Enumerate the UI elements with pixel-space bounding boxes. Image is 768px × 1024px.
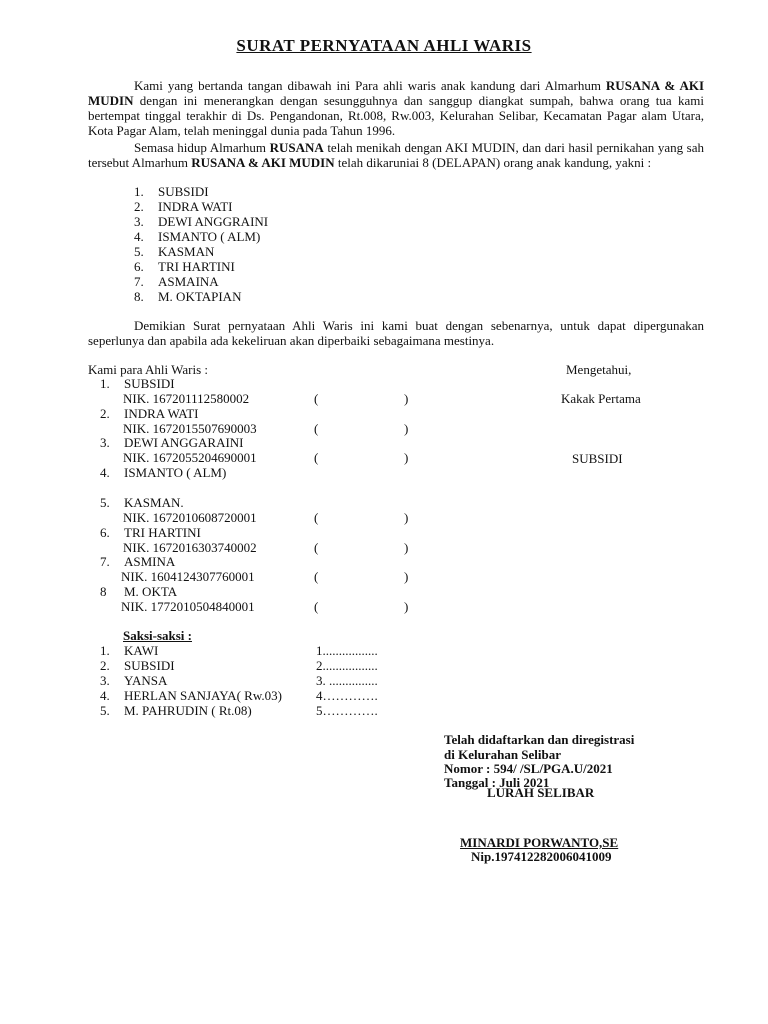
sig-open: ( (314, 540, 319, 555)
registration-line-1: Telah didaftarkan dan diregistrasi (444, 732, 635, 747)
heir-name-row: 3. DEWI ANGGARAINI (100, 435, 244, 450)
registration-number: Nomor : 594/ /SL/PGA.U/2021 (444, 761, 613, 776)
witness-heading: Saksi-saksi : (123, 628, 192, 643)
list-item: 7. ASMAINA (134, 274, 219, 289)
heir-name-row: 4. ISMANTO ( ALM) (100, 465, 227, 480)
closing-paragraph: Demikian Surat pernyataan Ahli Waris ini kami buat dengan sebenarnya, untuk dapat dipergunakan seperlunya dan apabila ada kekeliruan akan diperbaiki sebagaimana mestinya. (88, 318, 704, 348)
sig-open: ( (314, 599, 319, 614)
sig-close: ) (404, 391, 409, 406)
list-item: 1. SUBSIDI (134, 184, 209, 199)
heir-nik: NIK. 1672010608720001 (123, 510, 257, 525)
opening-paragraph (88, 78, 704, 138)
list-item: 2. INDRA WATI (134, 199, 233, 214)
list-item: 3. DEWI ANGGRAINI (134, 214, 269, 229)
marriage-text-a: Semasa hidup Almarhum (134, 140, 270, 155)
lurah-title: LURAH SELIBAR (487, 785, 595, 800)
registration-line-2: di Kelurahan Selibar (444, 747, 562, 762)
list-item: 6. TRI HARTINI (134, 259, 235, 274)
witness-row: 3. YANSA (100, 673, 168, 688)
registration-date: Tanggal : Juli 2021 (444, 775, 550, 790)
heir-name-row: 5. KASMAN. (100, 495, 184, 510)
witness-signature-line: 5…………. (316, 703, 378, 718)
sig-open: ( (314, 569, 319, 584)
official-nip: Nip.197412282006041009 (471, 849, 612, 864)
marriage-text-e: telah dikaruniai 8 (DELAPAN) orang anak kandung, yakni : (334, 155, 652, 170)
sig-close: ) (404, 450, 409, 465)
marriage-text-c: telah menikah dengan AKI MUDIN, dan dari hasil pernikahan yang sah tersebut Almarhum (88, 140, 704, 170)
heir-nik: NIK. 1604124307760001 (121, 569, 255, 584)
heir-name-row: 1. SUBSIDI (100, 376, 175, 391)
heirs-heading: Kami para Ahli Waris : (88, 362, 209, 377)
sig-close: ) (404, 510, 409, 525)
marriage-paragraph (88, 140, 704, 170)
heir-nik: NIK. 1772010504840001 (121, 599, 255, 614)
witness-signature-line: 4…………. (316, 688, 378, 703)
heir-name-row: 2. INDRA WATI (100, 406, 199, 421)
official-name: MINARDI PORWANTO,SE (460, 835, 619, 850)
heir-nik: NIK. 1672016303740002 (123, 540, 257, 555)
mengetahui-label: Mengetahui, (566, 362, 632, 377)
heir-nik: NIK. 1672015507690003 (123, 421, 257, 436)
parents-names-2: RUSANA & AKI MUDIN (191, 155, 335, 170)
opening-text-a: Kami yang bertanda tangan dibawah ini Para ahli waris anak kandung dari Almarhum (134, 78, 606, 93)
witness-signature-line: 1................. (316, 643, 378, 658)
witness-row: 4. HERLAN SANJAYA( Rw.03) (100, 688, 282, 703)
witness-row: 1. KAWI (100, 643, 159, 658)
witness-signature-line: 2................. (316, 658, 378, 673)
witness-row: 5. M. PAHRUDIN ( Rt.08) (100, 703, 252, 718)
sig-close: ) (404, 599, 409, 614)
witness-signature-line: 3. ............... (316, 673, 378, 688)
kakak-name: SUBSIDI (572, 451, 623, 466)
sig-close: ) (404, 540, 409, 555)
kakak-label: Kakak Pertama (561, 391, 641, 406)
list-item: 5. KASMAN (134, 244, 215, 259)
sig-open: ( (314, 421, 319, 436)
sig-open: ( (314, 510, 319, 525)
list-item: 8. M. OKTAPIAN (134, 289, 242, 304)
opening-text-c: dengan ini menerangkan dengan sesungguhnya dan sanggup diangkat sumpah, bahwa orang tua kami bertempat tinggal terakhir di Ds. Pengandonan, Rt.008, Rw.003, Kelurahan Selibar, Kecamatan Pagar alam Utara, Kota Pagar Alam, telah meninggal dunia pada Tahun 1996. (88, 93, 704, 138)
father-name: RUSANA (269, 140, 324, 155)
sig-close: ) (404, 569, 409, 584)
sig-close: ) (404, 421, 409, 436)
witness-row: 2. SUBSIDI (100, 658, 175, 673)
document-title: SURAT PERNYATAAN AHLI WARIS (236, 36, 532, 55)
parents-names: RUSANA & AKI MUDIN (88, 78, 705, 108)
list-item: 4. ISMANTO ( ALM) (134, 229, 261, 244)
sig-open: ( (314, 450, 319, 465)
children-list (134, 184, 268, 304)
sig-open: ( (314, 391, 319, 406)
heir-nik: NIK. 1672055204690001 (123, 450, 257, 465)
heir-name-row: 7. ASMINA (100, 554, 176, 569)
heir-nik: NIK. 167201112580002 (123, 391, 250, 406)
heir-name-row: 6. TRI HARTINI (100, 525, 201, 540)
heir-name-row: 8 M. OKTA (100, 584, 178, 599)
